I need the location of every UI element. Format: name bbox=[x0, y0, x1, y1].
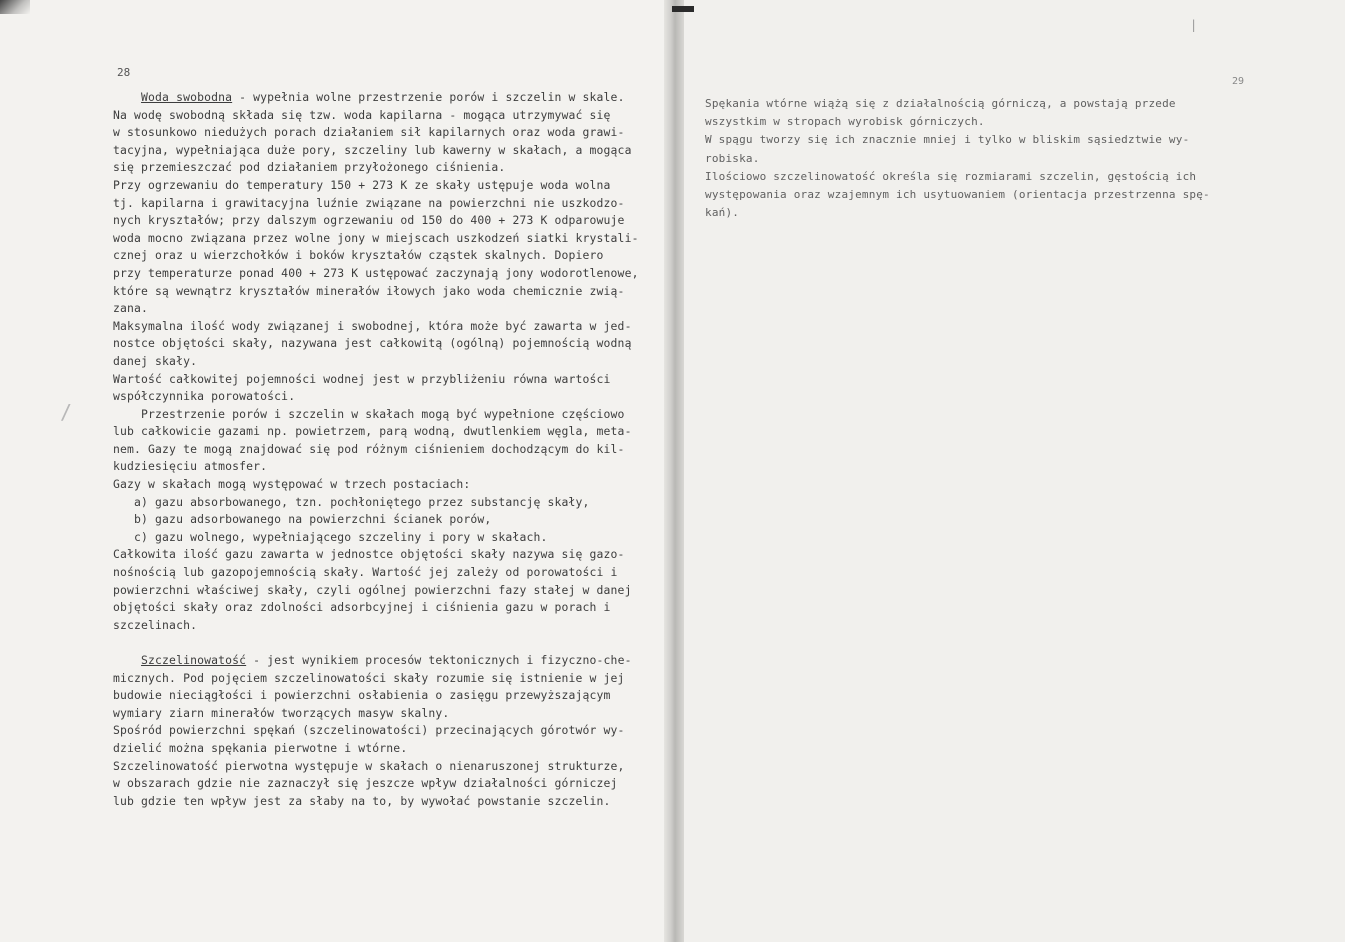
text-line: szczelinach. bbox=[113, 617, 198, 632]
text-line: Szczelinowatość pierwotna występuje w skałach o nienaruszonej strukturze, bbox=[113, 758, 625, 773]
text-line: budowie nieciągłości i powierzchni osłabienia o zasięgu przewyższającym bbox=[113, 688, 611, 703]
text-line: nych kryształów; przy dalszym ogrzewaniu od 150 do 400 + 273 K odparowuje bbox=[113, 213, 625, 228]
text-line: a) gazu absorbowanego, tzn. pochłoniętego przez substancję skały, bbox=[113, 494, 590, 509]
text-line: się przemieszczać pod działaniem przyłożonego ciśnienia. bbox=[113, 160, 506, 175]
text-line: Spękania wtórne wiążą się z działalnością górniczą, a powstają przede bbox=[705, 97, 1176, 110]
scan-speck: | bbox=[1190, 18, 1198, 32]
text-line: Maksymalna ilość wody związanej i swobodnej, która może być zawarta w jed- bbox=[113, 318, 632, 333]
text-line: Woda swobodna - wypełnia wolne przestrzenie porów i szczelin w skale. bbox=[141, 90, 625, 104]
section-term: Szczelinowatość bbox=[141, 653, 247, 667]
text-line: lub całkowicie gazami np. powietrzem, parą wodną, dwutlenkiem węgla, meta- bbox=[113, 424, 632, 439]
text-line bbox=[113, 634, 669, 652]
text-line: zana. bbox=[113, 301, 149, 316]
text-line: nem. Gazy te mogą znajdować się pod różnym ciśnieniem dochodzącym do kil- bbox=[113, 441, 625, 456]
text-line: objętości skały oraz zdolności adsorbcyjnej i ciśnienia gazu w porach i bbox=[113, 600, 611, 615]
scan-binding-mark bbox=[672, 6, 694, 12]
text-line: Ilościowo szczelinowatość określa się rozmiarami szczelin, gęstością ich bbox=[705, 169, 1197, 183]
text-line: lub gdzie ten wpływ jest za słaby na to, by wywołać powstanie szczelin. bbox=[113, 793, 611, 808]
text-line: nostce objętości skały, nazywana jest całkowitą (ogólną) pojemnością wodną bbox=[113, 336, 632, 351]
text-line: woda mocno związana przez wolne jony w miejscach uszkodzeń siatki krystali- bbox=[113, 230, 639, 245]
text-line: cznej oraz u wierzchołków i boków kryształów cząstek skalnych. Dopiero bbox=[113, 248, 604, 263]
right-page-number: 29 bbox=[1232, 76, 1245, 87]
text-line: które są wewnątrz kryształów minerałów iłowych jako woda chemicznie zwią- bbox=[113, 283, 625, 298]
text-line: w obszarach gdzie nie zaznaczył się jeszcze wpływ działalności górniczej bbox=[113, 776, 618, 791]
text-line: występowania oraz wzajemnym ich usytuowaniem (orientacja przestrzenna spę- bbox=[705, 187, 1210, 201]
left-page-text bbox=[113, 89, 669, 810]
text-line: powierzchni właściwej skały, czyli ogólnej powierzchni fazy stałej w danej bbox=[113, 582, 632, 597]
text-line: Przy ogrzewaniu do temperatury 150 + 273 K ze skały ustępuje woda wolna bbox=[113, 177, 611, 192]
text-line: robiska. bbox=[705, 151, 760, 165]
text-line: danej skały. bbox=[113, 353, 198, 368]
text-line: wszystkim w stropach wyrobisk górniczych. bbox=[705, 115, 985, 129]
text-line: Szczelinowatość - jest wynikiem procesów tektonicznych i fizyczno-che- bbox=[141, 653, 632, 667]
text-line: współczynnika porowatości. bbox=[113, 389, 296, 404]
scan-corner-shadow bbox=[0, 0, 30, 14]
text-line: Spośród powierzchni spękań (szczelinowatości) przecinających górotwór wy- bbox=[113, 723, 625, 738]
text-line: Całkowita ilość gazu zawarta w jednostce objętości skały nazywa się gazo- bbox=[113, 547, 625, 562]
text-line: wymiary ziarn minerałów tworzących masyw skalny. bbox=[113, 705, 450, 720]
text-line: nośnością lub gazopojemnością skały. Wartość jej zależy od porowatości i bbox=[113, 565, 618, 580]
text-line: Gazy w skałach mogą występować w trzech postaciach: bbox=[113, 477, 471, 492]
text-line: kań). bbox=[705, 206, 740, 220]
text-line: dzielić można spękania pierwotne i wtórne. bbox=[113, 740, 408, 755]
text-line: tj. kapilarna i grawitacyjna luźnie związane na powierzchni nie uszkodzo- bbox=[113, 195, 625, 210]
right-page-text bbox=[705, 95, 1265, 222]
text-line: b) gazu adsorbowanego na powierzchni ścianek porów, bbox=[113, 512, 492, 527]
text-line: c) gazu wolnego, wypełniającego szczeliny i pory w skałach. bbox=[113, 529, 548, 544]
text-line: Przestrzenie porów i szczelin w skałach mogą być wypełnione częściowo bbox=[113, 406, 625, 421]
section-term: Woda swobodna bbox=[141, 90, 233, 104]
text-line: Na wodę swobodną składa się tzw. woda kapilarna - mogąca utrzymywać się bbox=[113, 107, 611, 122]
text-line: kudziesięciu atmosfer. bbox=[113, 459, 268, 474]
scan-speck: / bbox=[60, 400, 73, 424]
left-page-number: 28 bbox=[117, 66, 131, 79]
text-line: micznych. Pod pojęciem szczelinowatości skały rozumie się istnienie w jej bbox=[113, 670, 625, 685]
text-line: tacyjna, wypełniająca duże pory, szczeliny lub kawerny w skałach, a mogąca bbox=[113, 142, 632, 157]
text-line: w stosunkowo niedużych porach działaniem sił kapilarnych oraz woda grawi- bbox=[113, 125, 625, 140]
text-line: przy temperaturze ponad 400 + 273 K ustępować zaczynają jony wodorotlenowe, bbox=[113, 265, 639, 280]
text-line: Wartość całkowitej pojemności wodnej jest w przybliżeniu równa wartości bbox=[113, 371, 611, 386]
text-line: W spągu tworzy się ich znacznie mniej i tylko w bliskim sąsiedztwie wy- bbox=[705, 133, 1190, 147]
